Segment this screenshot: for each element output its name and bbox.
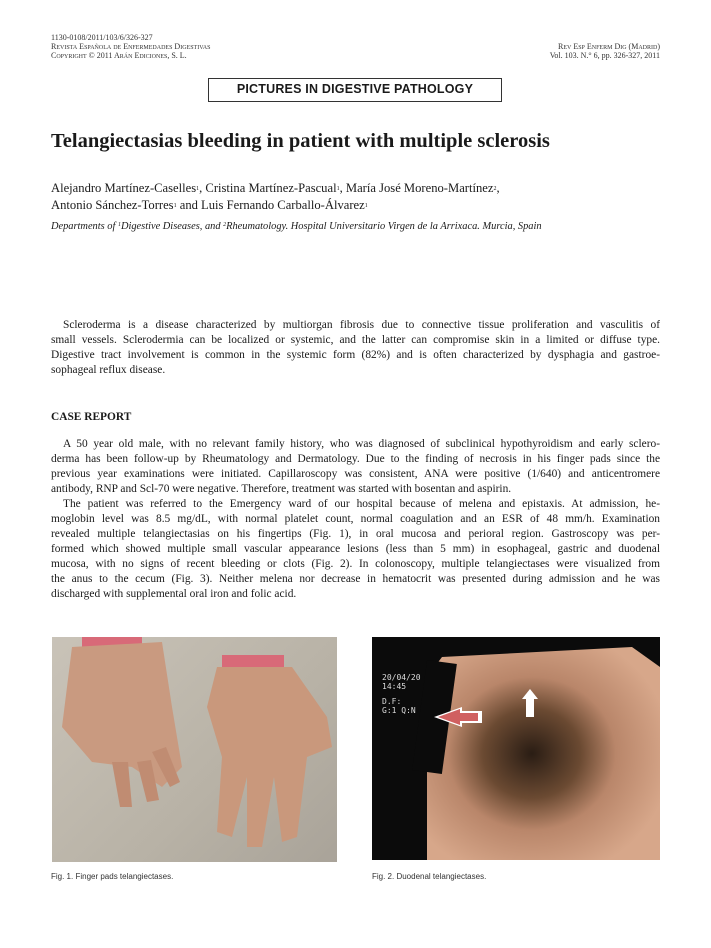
figure-2-endoscopy-image	[372, 637, 660, 860]
text-line: sophageal reflux disease.	[51, 364, 166, 376]
hands-illustration	[52, 637, 337, 862]
authors	[51, 180, 500, 213]
affiliation	[51, 221, 542, 232]
author: and Luis Fernando Carballo-Álvarez	[176, 197, 365, 212]
affil-mark: 1	[364, 202, 368, 209]
author: Alejandro Martínez-Caselles	[51, 181, 197, 195]
case-report-body	[51, 437, 660, 602]
intro-paragraph	[51, 318, 660, 378]
text-line: Digestive tract involvement is common in the systemic form (82%) and is often characterized by dysphagia and gastroe-	[51, 349, 660, 361]
text-line: the anus to the cecum (Fig. 3). Neither melena nor decrease in hematocrit was presented during admission and he was	[51, 573, 660, 585]
affil-mark: 1	[173, 202, 177, 209]
doi-line: 1130-0108/2011/103/6/326-327	[51, 33, 153, 42]
affil-mark: 1	[336, 186, 340, 192]
text-line: Scleroderma is a disease characterized by multiorgan fibrosis due to connective tissue proliferation and vasculitis of	[63, 319, 660, 331]
figure-1-caption: Fig. 1. Finger pads telangiectases.	[51, 872, 174, 881]
copyright: Copyright © 2011 Arán Ediciones, S. L.	[51, 51, 187, 60]
journal-name: Revista Española de Enfermedades Digestivas	[51, 42, 211, 51]
osd-time: 14:45	[382, 682, 407, 691]
aff-text: Departments of	[51, 221, 118, 232]
endoscopy-settings	[382, 697, 416, 715]
osd-gain: G:1 Q:N	[382, 706, 416, 715]
duodenum-illustration	[372, 637, 660, 860]
journal-header-left	[51, 33, 210, 60]
author: Antonio Sánchez-Torres	[51, 197, 174, 212]
aff-text: Rheumatology. Hospital Universitario Virgen de la Arrixaca. Murcia, Spain	[226, 221, 542, 232]
affil-mark: 1	[117, 222, 121, 228]
volume-info: Vol. 103. N.° 6, pp. 326-327, 2011	[549, 51, 660, 60]
text-line: small vessels. Sclerodermia can be localized or systemic, and the latter can compromise skin in a limited or diffuse type.	[51, 334, 660, 346]
osd-df: D.F:	[382, 697, 402, 706]
sep: ,	[496, 181, 500, 195]
author: , Cristina Martínez-Pascual	[199, 181, 337, 195]
text-line: revealed multiple telangiectasias on his fingertips (Fig. 1), in oral mucosa and perioral region. Gastroscopy was per-	[51, 528, 660, 540]
text-line: derma has been follow-up by Rheumatology and Dermatology. Due to the finding of necrosis in his finger pads since the	[51, 453, 660, 465]
text-line: formed which showed multiple small vascular appearance lesions (less than 5 mm) in esophageal, gastric and duodenal	[51, 543, 660, 555]
affil-mark: 2	[493, 186, 497, 192]
osd-date: 20/04/20	[382, 673, 421, 682]
figure-1-hands-photo	[52, 637, 337, 862]
journal-header-right	[550, 42, 660, 60]
section-banner: PICTURES IN DIGESTIVE PATHOLOGY	[208, 78, 502, 102]
text-line: moglobin level was 8.5 mg/dL, with normal platelet count, normal coagulation and an ESR of 48 mm/h. Examination	[51, 513, 660, 525]
affil-mark: 2	[223, 222, 227, 228]
text-line: The patient was referred to the Emergency ward of our hospital because of melena and epistaxis. At admission, he-	[63, 498, 660, 510]
text-line: mucosa, with no signs of recent bleeding or clots (Fig. 2). In colonoscopy, multiple telangiectases were visualized from	[51, 558, 660, 570]
text-line: antibody, RNP and Scl-70 were negative. Therefore, treatment was started with bosentan and aspirin.	[51, 483, 512, 495]
section-heading: CASE REPORT	[51, 411, 132, 423]
affil-mark: 1	[196, 186, 200, 192]
text-line: A 50 year old male, with no relevant family history, who was diagnosed of subclinical hypothyroidism and early sclero-	[63, 438, 660, 450]
author: , María José Moreno-Martínez	[339, 181, 494, 195]
article-title: Telangiectasias bleeding in patient with multiple sclerosis	[51, 130, 550, 152]
aff-text: Digestive Diseases, and	[120, 221, 224, 232]
endoscopy-timestamp	[382, 673, 421, 691]
text-line: previous year examinations were initiated. Capillaroscopy was consistent, ANA were positive (1/640) and anticentromere	[51, 468, 660, 480]
figure-2-caption: Fig. 2. Duodenal telangiectases.	[372, 872, 487, 881]
journal-abbrev: Rev Esp Enferm Dig (Madrid)	[557, 42, 660, 51]
text-line: discharged with supplemental oral iron and folic acid.	[51, 588, 297, 600]
